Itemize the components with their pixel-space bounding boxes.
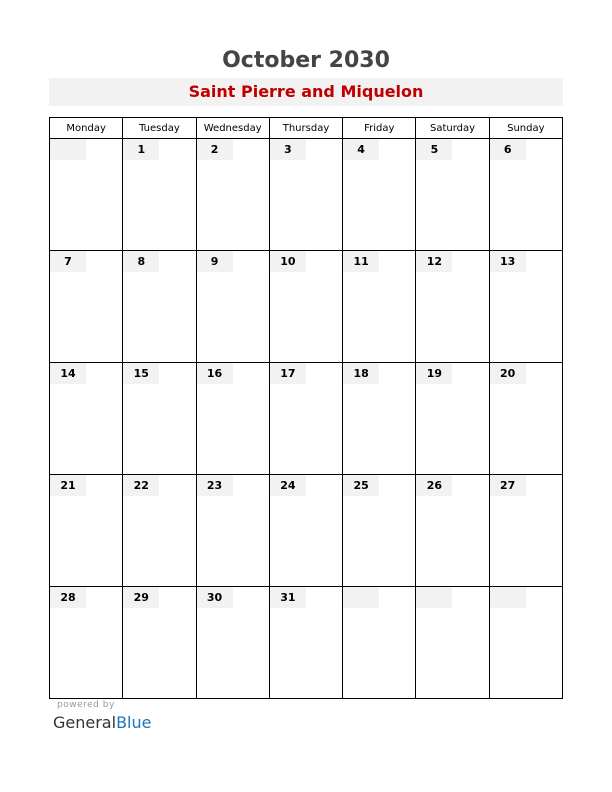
- day-cell: [416, 475, 489, 587]
- day-cell: [416, 139, 489, 251]
- day-number: 20: [490, 363, 526, 384]
- brand-name-part2: Blue: [116, 713, 152, 732]
- day-cell: [123, 363, 196, 475]
- week-row-5: [50, 587, 563, 699]
- weekday-sunday: Sunday: [489, 118, 562, 139]
- day-number: 2: [197, 139, 233, 160]
- day-cell: [50, 475, 123, 587]
- day-number: 13: [490, 251, 526, 272]
- day-number: [50, 139, 86, 160]
- day-number: 21: [50, 475, 86, 496]
- day-number: 25: [343, 475, 379, 496]
- generalblue-logo[interactable]: [53, 712, 151, 734]
- weekday-saturday: Saturday: [416, 118, 489, 139]
- day-number: 1: [123, 139, 159, 160]
- day-cell: [196, 363, 269, 475]
- day-cell: [489, 475, 562, 587]
- week-row-2: [50, 251, 563, 363]
- day-number: 3: [270, 139, 306, 160]
- day-number: 30: [197, 587, 233, 608]
- day-number: 14: [50, 363, 86, 384]
- day-cell: [269, 587, 342, 699]
- day-cell: [196, 475, 269, 587]
- day-number: 9: [197, 251, 233, 272]
- day-cell: [50, 139, 123, 251]
- weekday-wednesday: Wednesday: [196, 118, 269, 139]
- day-number: 4: [343, 139, 379, 160]
- day-number: [490, 587, 526, 608]
- day-number: [343, 587, 379, 608]
- day-cell: [50, 251, 123, 363]
- day-number: 15: [123, 363, 159, 384]
- day-number: 19: [416, 363, 452, 384]
- weekday-friday: Friday: [343, 118, 416, 139]
- day-cell: [50, 587, 123, 699]
- day-cell: [269, 363, 342, 475]
- day-cell: [416, 251, 489, 363]
- weekday-thursday: Thursday: [269, 118, 342, 139]
- day-cell: [269, 139, 342, 251]
- day-cell: [123, 251, 196, 363]
- region-banner: [49, 78, 563, 106]
- weekday-monday: Monday: [50, 118, 123, 139]
- calendar-grid: [49, 117, 563, 699]
- day-cell: [343, 251, 416, 363]
- day-number: 11: [343, 251, 379, 272]
- day-cell: [416, 587, 489, 699]
- calendar-title: October 2030: [222, 48, 390, 73]
- weekday-header-row: [50, 118, 563, 139]
- day-number: 28: [50, 587, 86, 608]
- day-cell: [196, 251, 269, 363]
- day-number: 16: [197, 363, 233, 384]
- day-number: 6: [490, 139, 526, 160]
- day-number: 12: [416, 251, 452, 272]
- day-cell: [50, 363, 123, 475]
- day-cell: [269, 475, 342, 587]
- day-number: 7: [50, 251, 86, 272]
- day-cell: [343, 139, 416, 251]
- day-cell: [489, 363, 562, 475]
- day-number: 8: [123, 251, 159, 272]
- day-cell: [416, 363, 489, 475]
- brand-name-part1: General: [53, 713, 117, 732]
- day-cell: [489, 139, 562, 251]
- day-number: 17: [270, 363, 306, 384]
- powered-by-label: powered by: [57, 700, 115, 710]
- day-number: 22: [123, 475, 159, 496]
- day-cell: [196, 587, 269, 699]
- day-cell: [343, 587, 416, 699]
- day-number: 18: [343, 363, 379, 384]
- weekday-tuesday: Tuesday: [123, 118, 196, 139]
- day-cell: [123, 139, 196, 251]
- day-cell: [196, 139, 269, 251]
- day-cell: [123, 475, 196, 587]
- day-number: 27: [490, 475, 526, 496]
- week-row-4: [50, 475, 563, 587]
- day-number: 10: [270, 251, 306, 272]
- region-name: Saint Pierre and Miquelon: [188, 82, 424, 101]
- day-cell: [489, 587, 562, 699]
- week-row-1: [50, 139, 563, 251]
- day-cell: [343, 363, 416, 475]
- day-number: 29: [123, 587, 159, 608]
- day-number: 26: [416, 475, 452, 496]
- day-cell: [269, 251, 342, 363]
- day-number: 5: [416, 139, 452, 160]
- day-cell: [343, 475, 416, 587]
- day-number: [416, 587, 452, 608]
- week-row-3: [50, 363, 563, 475]
- day-cell: [489, 251, 562, 363]
- day-number: 23: [197, 475, 233, 496]
- day-number: 24: [270, 475, 306, 496]
- day-cell: [123, 587, 196, 699]
- day-number: 31: [270, 587, 306, 608]
